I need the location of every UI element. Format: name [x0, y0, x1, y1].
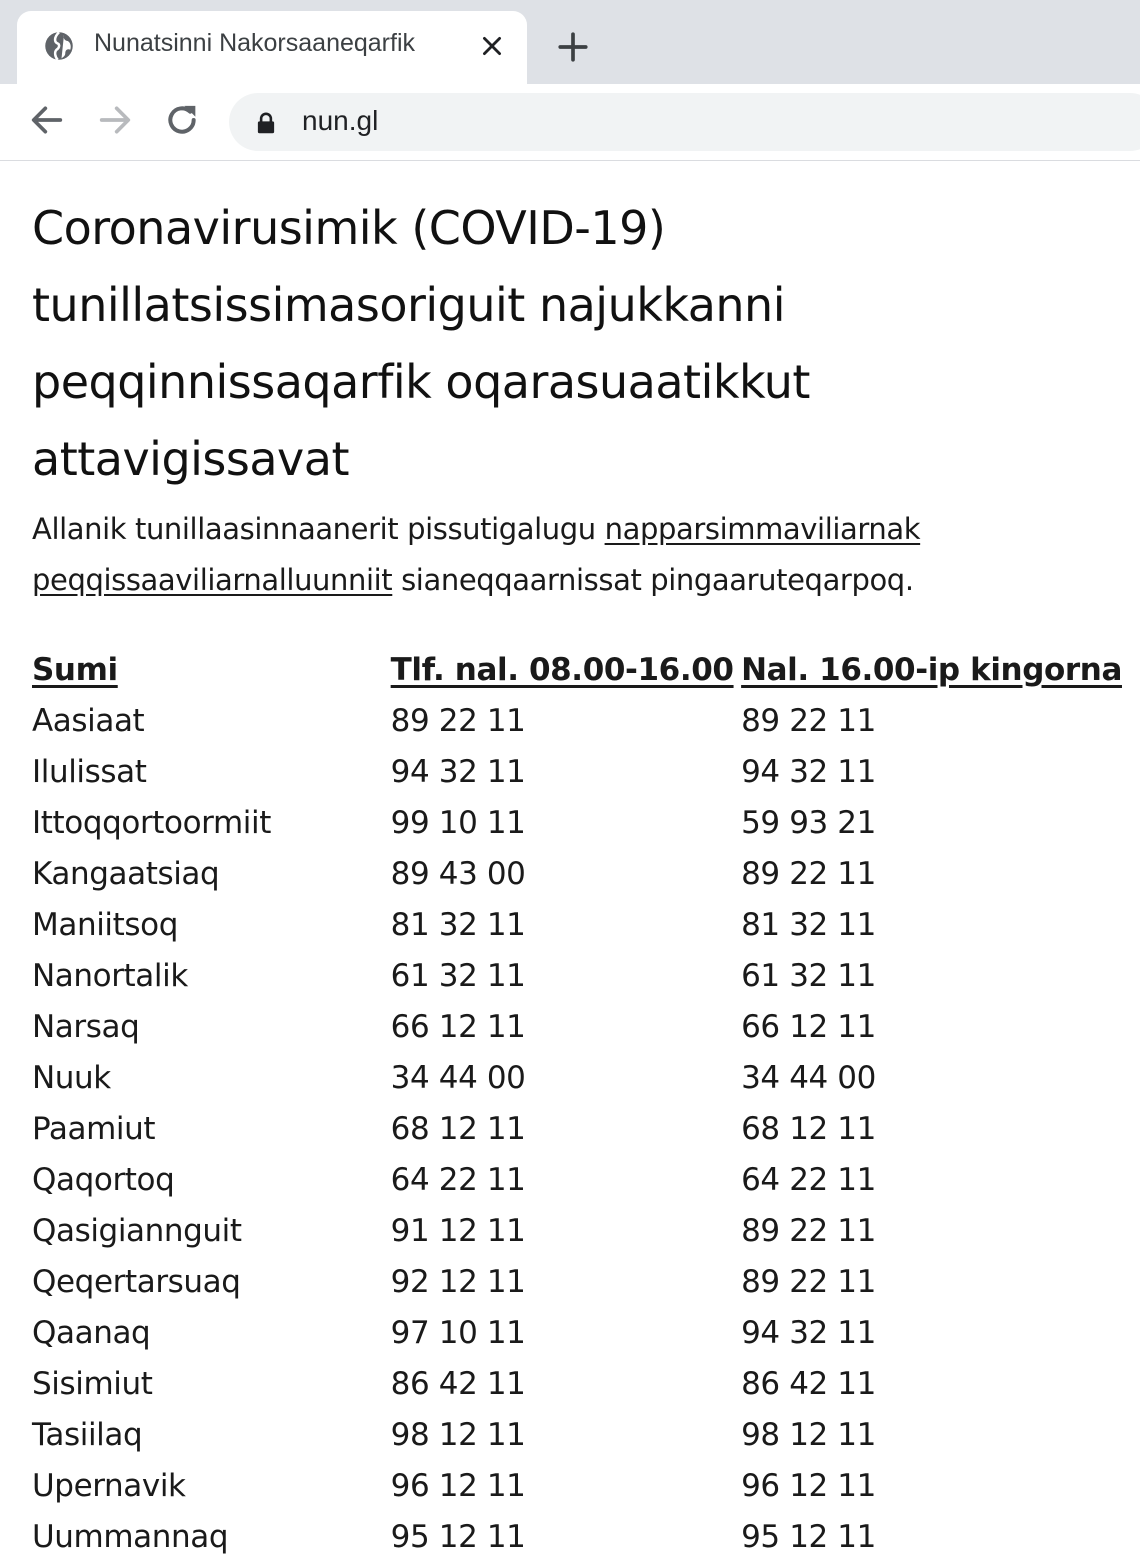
table-row	[32, 848, 1122, 899]
cell-evening-phone: 98 12 11	[741, 1416, 876, 1453]
cell-evening-phone: 59 93 21	[741, 804, 876, 841]
cell-location: Nuuk	[32, 1059, 111, 1096]
table-row	[32, 1103, 1122, 1154]
column-header-location: Sumi	[32, 651, 118, 688]
column-header-daytime: Tlf. nal. 08.00-16.00	[390, 651, 734, 688]
table-row	[32, 746, 1122, 797]
cell-evening-phone: 89 22 11	[741, 1212, 876, 1249]
table-row	[32, 1511, 1122, 1562]
cell-evening-phone: 89 22 11	[741, 855, 876, 892]
cell-location: Paamiut	[32, 1110, 156, 1147]
cell-location: Aasiaat	[32, 702, 145, 739]
cell-daytime-phone: 68 12 11	[390, 1110, 526, 1147]
cell-daytime-phone: 89 22 11	[390, 702, 526, 739]
cell-daytime-phone: 64 22 11	[390, 1161, 526, 1198]
intro-text-after: sianeqqaarnissat pingaaruteqarpoq.	[392, 563, 914, 597]
globe-icon	[44, 31, 74, 61]
cell-location: Qasigiannguit	[32, 1212, 242, 1249]
cell-evening-phone: 89 22 11	[741, 1263, 876, 1300]
table-header-row	[32, 644, 1122, 695]
cell-location: Uummannaq	[32, 1518, 229, 1555]
cell-daytime-phone: 34 44 00	[390, 1059, 526, 1096]
page-title: Coronavirusimik (COVID-19) tunillatsissimasoriguit najukkanni peqqinnissaqarfik oqarasuaatikkut attavigissavat	[32, 201, 810, 486]
table-row	[32, 695, 1122, 746]
cell-evening-phone: 94 32 11	[741, 1314, 876, 1351]
cell-location: Qeqertarsuaq	[32, 1263, 241, 1300]
cell-evening-phone: 94 32 11	[741, 753, 876, 790]
table-row	[32, 797, 1122, 848]
cell-location: Kangaatsiaq	[32, 855, 220, 892]
cell-daytime-phone: 66 12 11	[390, 1008, 526, 1045]
table-row	[32, 1052, 1122, 1103]
table-row	[32, 1307, 1122, 1358]
phone-table	[32, 644, 1122, 1562]
cell-daytime-phone: 86 42 11	[390, 1365, 526, 1402]
cell-evening-phone: 96 12 11	[741, 1467, 876, 1504]
cell-evening-phone: 68 12 11	[741, 1110, 876, 1147]
table-row	[32, 1001, 1122, 1052]
page-content	[32, 190, 1122, 1562]
cell-evening-phone: 61 32 11	[741, 957, 876, 994]
table-row	[32, 899, 1122, 950]
intro-paragraph	[32, 504, 1122, 606]
lock-icon[interactable]	[253, 110, 279, 136]
cell-evening-phone: 64 22 11	[741, 1161, 876, 1198]
cell-daytime-phone: 89 43 00	[390, 855, 526, 892]
cell-location: Qaanaq	[32, 1314, 151, 1351]
reload-icon[interactable]	[162, 100, 202, 140]
cell-location: Ittoqqortoormiit	[32, 804, 271, 841]
url-text[interactable]: nun.gl	[302, 105, 379, 136]
intro-text-before: Allanik tunillaasinnaanerit pissutigalugu	[32, 512, 605, 546]
cell-evening-phone: 34 44 00	[741, 1059, 876, 1096]
back-arrow-icon[interactable]	[27, 100, 67, 140]
cell-location: Nanortalik	[32, 957, 188, 994]
cell-evening-phone: 66 12 11	[741, 1008, 876, 1045]
cell-evening-phone: 89 22 11	[741, 702, 876, 739]
tab-title: Nunatsinni Nakorsaaneqarfik	[94, 29, 416, 57]
cell-daytime-phone: 92 12 11	[390, 1263, 526, 1300]
table-row	[32, 950, 1122, 1001]
cell-location: Maniitsoq	[32, 906, 178, 943]
cell-location: Sisimiut	[32, 1365, 153, 1402]
cell-evening-phone: 81 32 11	[741, 906, 876, 943]
cell-daytime-phone: 95 12 11	[390, 1518, 526, 1555]
cell-daytime-phone: 98 12 11	[390, 1416, 526, 1453]
cell-daytime-phone: 81 32 11	[390, 906, 526, 943]
cell-evening-phone: 95 12 11	[741, 1518, 876, 1555]
intro-link[interactable]: napparsimmaviliarnak peqqissaaviliarnalluunniit	[32, 512, 921, 597]
cell-daytime-phone: 94 32 11	[390, 753, 526, 790]
table-row	[32, 1409, 1122, 1460]
table-row	[32, 1205, 1122, 1256]
column-header-after-hours: Nal. 16.00-ip kingorna	[741, 651, 1122, 688]
cell-evening-phone: 86 42 11	[741, 1365, 876, 1402]
cell-daytime-phone: 91 12 11	[390, 1212, 526, 1249]
cell-location: Ilulissat	[32, 753, 147, 790]
table-row	[32, 1460, 1122, 1511]
table-row	[32, 1256, 1122, 1307]
close-icon[interactable]	[479, 33, 505, 59]
cell-location: Narsaq	[32, 1008, 140, 1045]
cell-daytime-phone: 61 32 11	[390, 957, 526, 994]
table-row	[32, 1358, 1122, 1409]
plus-icon[interactable]	[556, 30, 590, 64]
cell-location: Upernavik	[32, 1467, 186, 1504]
cell-location: Tasiilaq	[32, 1416, 143, 1453]
forward-arrow-icon[interactable]	[95, 100, 135, 140]
cell-daytime-phone: 99 10 11	[390, 804, 526, 841]
cell-daytime-phone: 97 10 11	[390, 1314, 526, 1351]
cell-daytime-phone: 96 12 11	[390, 1467, 526, 1504]
table-row	[32, 1154, 1122, 1205]
cell-location: Qaqortoq	[32, 1161, 175, 1198]
